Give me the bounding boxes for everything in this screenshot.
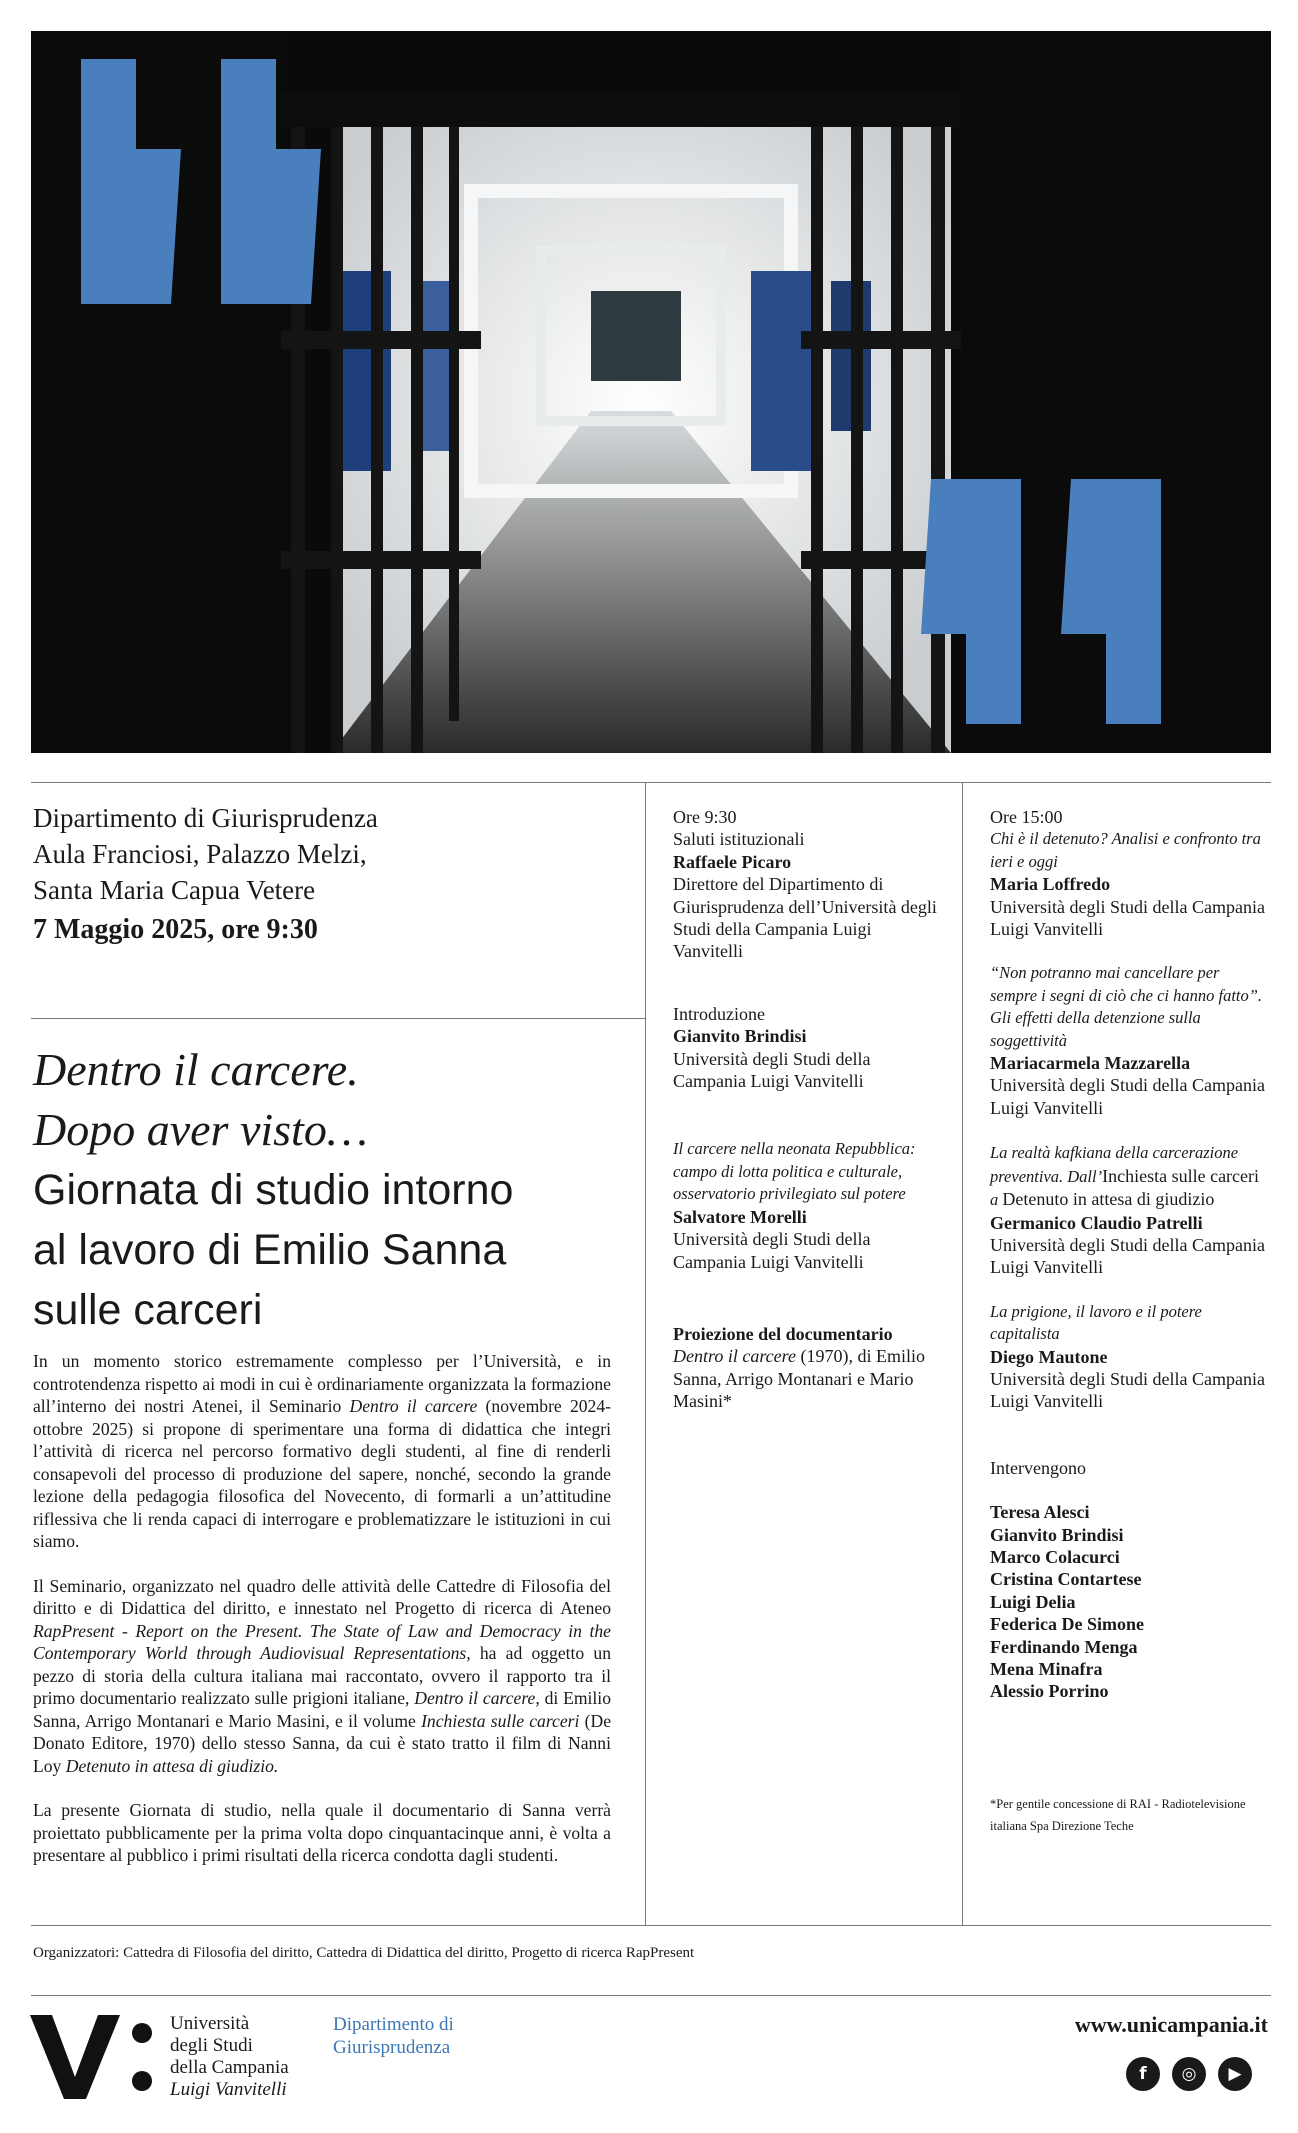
talk-loffredo (990, 806, 1265, 940)
talk-mautone (990, 1301, 1265, 1413)
speaker-name: Alessio Porrino (990, 1681, 1109, 1702)
talk-speaker: Salvatore Morelli (673, 1206, 807, 1227)
talk-affiliation: Università degli Studi della Campania Luigi Vanvitelli (990, 896, 1265, 940)
film-label: Proiezione del documentario (673, 1323, 893, 1344)
intro-speaker: Gianvito Brindisi (673, 1026, 807, 1047)
event-date: 7 Maggio 2025, ore 9:30 (33, 914, 318, 945)
speaker-name: Federica De Simone (990, 1614, 1144, 1635)
speaker-name: Gianvito Brindisi (990, 1524, 1124, 1545)
talk-mazzarella (990, 962, 1265, 1119)
facebook-icon[interactable]: f (1126, 2057, 1160, 2091)
website-link[interactable]: www.unicampania.it (1074, 2012, 1268, 2037)
title-line-5: sulle carceri (33, 1286, 263, 1334)
close-quote-icon (921, 479, 1181, 724)
speaker-name: Cristina Contartese (990, 1569, 1142, 1590)
speaker-name: Marco Colacurci (990, 1546, 1120, 1567)
divider-top (31, 782, 1271, 783)
room-name: Aula Franciosi, Palazzo Melzi, (33, 839, 367, 869)
talk-speaker: Maria Loffredo (990, 874, 1111, 895)
talk-title: La prigione, il lavoro e il potere capitalista (990, 1301, 1202, 1344)
afternoon-program (990, 806, 1265, 1837)
description-paragraph-1: In un momento storico estremamente complesso per l’Università, e in controtendenza rispetto ai modi in cui è ordinariamente organizzata la formazione all’interno dei nostri Atenei, il Seminario Dentro il carcere (novembre 2024-ottobre 2025) si propone di sperimentare una forma di didattica che integri l’attività di ricerca nel percorso formativo degli studenti, al fine di renderli consapevoli del processo di produzione del sapere, nonché, secondo la grande lezione della pedagogia filosofica del Novecento, di formarli a un’attitudine riflessiva che li renda capaci di interrogare e problematizzare le istituzioni in cui siamo. (33, 1351, 611, 1551)
city-name: Santa Maria Capua Vetere (33, 875, 316, 905)
talk-title: Il carcere nella neonata Repubblica: campo di lotta politica e culturale, osservatorio privilegiato sul potere (673, 1139, 916, 1204)
talk-affiliation: Università degli Studi della Campania Luigi Vanvitelli (673, 1229, 871, 1272)
divider-col1 (645, 782, 646, 1925)
talk-affiliation: Università degli Studi della Campania Luigi Vanvitelli (990, 1075, 1265, 1118)
talk-speaker: Mariacarmela Mazzarella (990, 1053, 1191, 1074)
speaker-name: Teresa Alesci (990, 1502, 1090, 1523)
talk-morelli (673, 1138, 938, 1272)
intro-session (673, 1003, 938, 1093)
title-line-3: Giornata di studio intorno (33, 1166, 514, 1214)
description-paragraph-2: Il Seminario, organizzato nel quadro delle attività delle Cattedre di Filosofia del diritto e di Didattica del diritto, e innestato nel Progetto di ricerca di Ateneo RapPresent - Report on the Present. The State of Law and Democracy in the Contemporary World through Audiovisual Representations, ha ad oggetto un pezzo di storia della cultura italiana mai raccontato, ovvero il rapporto tra il primo documentario realizzato sulle prigioni italiane, Dentro il carcere, di Emilio Sanna, Arrigo Montanari e Mario Masini, e il volume Inchiesta sulle carceri (De Donato Editore, 1970) dello stesso Sanna, da cui è stato tratto il film di Nanni Loy Detenuto in attesa di giudizio. (33, 1575, 612, 1776)
talk-speaker: Diego Mautone (990, 1346, 1108, 1367)
department-name: Dipartimento di Giurisprudenza (33, 803, 378, 833)
morning-time: Ore 9:30 (673, 807, 737, 827)
youtube-icon[interactable]: ▶ (1218, 2057, 1252, 2091)
talk-title: La realtà kafkiana della carcerazione preventiva. Dall’Inchiesta sulle carceri a Detenuto in attesa di giudizio (990, 1143, 1260, 1210)
speakers-label: Intervengono (990, 1457, 1086, 1478)
speaker-name: Luigi Delia (990, 1591, 1076, 1612)
title-line-1: Dentro il carcere. (33, 1044, 359, 1095)
talk-affiliation: Università degli Studi della Campania Luigi Vanvitelli (990, 1368, 1265, 1412)
description-paragraph-3: La presente Giornata di studio, nella quale il documentario di Sanna verrà proiettato pubblicamente per la prima volta dopo cinquantacinque anni, è volta a presentare al pubblico i primi risultati della ricerca condotta dagli studenti. (33, 1800, 611, 1865)
talk-title: “Non potranno mai cancellare per sempre i segni di ciò che ci hanno fatto”. Gli effetti della detenzione sulla soggettività (990, 963, 1263, 1050)
divider-col2 (962, 782, 963, 1925)
greetings-speaker: Raffaele Picaro (673, 851, 792, 872)
divider-footer (31, 1995, 1271, 1996)
greetings-session (673, 806, 938, 963)
event-title (33, 1040, 633, 1340)
talk-title: Chi è il detenuto? Analisi e confronto tra ieri e oggi (990, 829, 1261, 871)
film-details: Dentro il carcere (1970), di Emilio Sanna, Arrigo Montanari e Mario Masini* (673, 1346, 925, 1412)
venue-block (33, 800, 623, 948)
description (33, 1350, 611, 1889)
open-quote-icon (81, 59, 341, 304)
speakers-list (990, 1457, 1265, 1703)
film-screening (673, 1323, 938, 1413)
talk-affiliation: Università degli Studi della Campania Luigi Vanvitelli (990, 1234, 1265, 1278)
instagram-icon[interactable]: ◎ (1172, 2057, 1206, 2091)
talk-speaker: Germanico Claudio Patrelli (990, 1212, 1203, 1233)
divider-title (31, 1018, 645, 1019)
intro-affiliation: Università degli Studi della Campania Luigi Vanvitelli (673, 1048, 871, 1092)
greetings-label: Saluti istituzionali (673, 829, 805, 850)
speaker-name: Mena Minafra (990, 1659, 1103, 1679)
title-line-2: Dopo aver visto… (33, 1104, 368, 1155)
speaker-name: Ferdinando Menga (990, 1636, 1138, 1657)
greetings-role: Direttore del Dipartimento di Giurisprudenza dell’Università degli Studi della Campania Luigi Vanvitelli (673, 874, 937, 962)
divider-bottom (31, 1925, 1271, 1926)
organizers: Organizzatori: Cattedra di Filosofia del diritto, Cattedra di Didattica del diritto, Progetto di ricerca RapPresent (33, 1945, 695, 1961)
afternoon-time: Ore 15:00 (990, 807, 1063, 827)
morning-program (673, 806, 938, 1435)
title-line-4: al lavoro di Emilio Sanna (33, 1226, 507, 1274)
talk-patrelli (990, 1141, 1265, 1278)
hero-photo (31, 31, 1271, 753)
rai-note: *Per gentile concessione di RAI - Radiotelevisione italiana Spa Direzione Teche (990, 1796, 1246, 1833)
intro-label: Introduzione (673, 1003, 765, 1024)
university-name: Università degli Studi della Campania Luigi Vanvitelli (170, 2013, 289, 2100)
department-logo-text: Dipartimento di Giurisprudenza (333, 2014, 454, 2058)
university-logo-icon[interactable] (30, 2015, 160, 2099)
